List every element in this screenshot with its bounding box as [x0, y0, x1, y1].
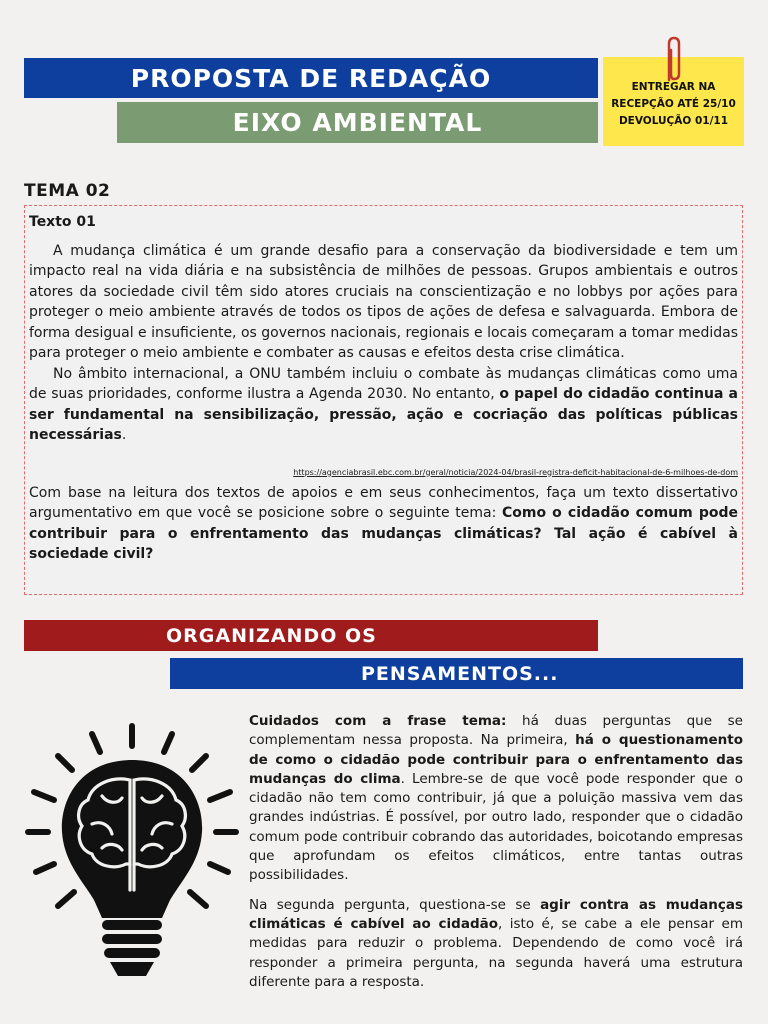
tips-paragraph-2: [249, 896, 743, 992]
prompt-start: Com base na leitura dos textos de apoios e em seus conhecimentos, faça um texto dissertativo argumentativo em que você se posicione sobre o seguinte tema:: [29, 484, 738, 521]
support-text-box: [24, 205, 743, 595]
tip2-bold: agir contra as mudanças climáticas é cabível ao cidadão: [249, 896, 743, 932]
tema-title: TEMA 02: [24, 181, 111, 201]
p2-start: No âmbito internacional, a ONU também incluiu o combate às mudanças climáticas como uma de suas prioridades, conforme ilustra a Agenda 2030. No entanto,: [29, 365, 738, 402]
lightbulb-brain-icon: [22, 720, 242, 982]
p2-bold: o papel do cidadão continua a ser fundamental na sensibilização, pressão, ação e cocriação das políticas públicas necessárias: [29, 386, 738, 443]
note-line-3: DEVOLUÇÃO 01/11: [618, 115, 729, 127]
note-line-1: ENTREGAR NA: [631, 81, 716, 93]
tips-paragraph-1: [249, 712, 743, 886]
prompt-theme: Como o cidadão comum pode contribuir para o enfrentamento das mudanças climáticas? Tal ação é cabível à sociedade civil?: [29, 505, 738, 562]
tip2-text-a: Na segunda pergunta, questiona-se se: [249, 896, 541, 913]
note-line-2: RECEPÇÃO ATÉ 25/10: [611, 98, 736, 110]
section-banner-2: PENSAMENTOS...: [170, 658, 743, 689]
tips-text: [249, 712, 743, 992]
p2-end: .: [121, 427, 127, 443]
section-banner-1: ORGANIZANDO OS: [24, 620, 598, 651]
tip1-text-a: há duas perguntas que se complementam nessa proposta. Na primeira,: [249, 713, 743, 749]
page-title: PROPOSTA DE REDAÇÃO: [24, 58, 598, 98]
tip1-bold: há o questionamento de como o cidadão pode contribuir para o enfrentamento das mudanças do clima: [249, 732, 744, 787]
tip2-text-b: , isto é, se cabe a ele pensar em medidas para reduzir o problema. Dependendo de como você irá responder a primeira pergunta, na segunda haverá uma estrutura diferente para a resposta.: [249, 915, 743, 990]
source-link[interactable]: https://agenciabrasil.ebc.com.br/geral/noticia/2024-04/brasil-registra-deficit-habitacional-de-6-milhoes-de-dom: [293, 467, 738, 477]
texto-paragraph-2: [29, 364, 738, 446]
prompt-paragraph: [29, 483, 738, 565]
tip1-heading: Cuidados com a frase tema:: [249, 713, 507, 729]
texto-label: Texto 01: [29, 214, 96, 230]
texto-paragraph-1: A mudança climática é um grande desafio para a conservação da biodiversidade e tem um impacto real na vida diária e na subsistência de milhões de pessoas. Grupos ambientais e outros atores da sociedade civil têm sido atores cruciais na conscientização e no lobbys por ações para proteger o meio ambiente através de todos os tipos de ações de defesa e salvaguarda. Embora de forma desigual e insuficiente, os governos nacionais, regionais e locais começaram a tomar medidas para proteger o meio ambiente e combater as causas e efeitos desta crise climática.: [29, 242, 738, 361]
paperclip-icon: [660, 36, 686, 86]
page-subtitle: EIXO AMBIENTAL: [117, 102, 598, 143]
tip1-text-b: . Lembre-se de que você pode responder que o cidadão não tem como contribuir, já que a poluição massiva vem das grandes indústrias. É possível, por outro lado, responder que o cidadão comum pode contribuir cobrando das autoridades, boicotando empresas que aprofundam os efeitos climáticos, entre tantas outras possibilidades.: [249, 770, 744, 884]
